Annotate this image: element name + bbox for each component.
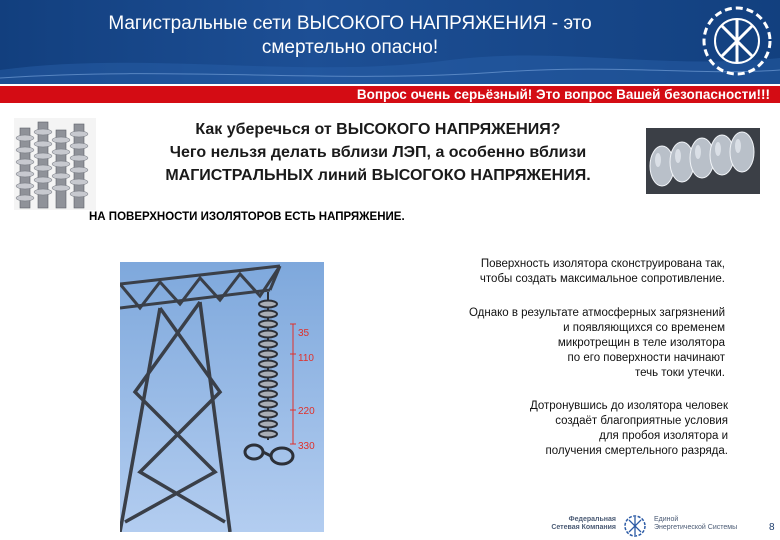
p3-line-4: получения смертельного разряда. [545,445,728,457]
warning-banner-text: Вопрос очень серьёзный! Это вопрос Вашей безопасности!!! [356,87,770,102]
footer-left-line-2: Сетевая Компания [551,524,616,531]
paragraph-touch-danger [380,399,728,459]
p1-line-2: чтобы создать максимальное сопротивление. [479,273,725,285]
insulator-surface-heading: НА ПОВЕРХНОСТИ ИЗОЛЯТОРОВ ЕСТЬ НАПРЯЖЕНИЕ. [89,211,405,223]
page-title [90,12,610,60]
p2-line-5: течь токи утечки. [634,367,725,379]
voltage-label-330: 330 [298,441,315,452]
title-line-2: смертельно опасно! [261,37,439,58]
power-tower-photo [120,262,324,532]
footer-right-line-2: Энергетической Системы [654,524,738,531]
insulators-photo [14,118,96,210]
company-logo-icon [700,4,774,78]
question-line-2: Чего нельзя делать вблизи ЛЭП, а особенно вблизи [169,144,587,161]
p2-line-3: микротрещин в теле изолятора [557,337,725,349]
p2-line-2: и появляющихся со временем [563,322,725,334]
footer-logo-icon [620,514,650,538]
warning-banner [0,86,780,103]
title-line-1: Магистральные сети ВЫСОКОГО НАПРЯЖЕНИЯ - это [108,13,592,34]
voltage-label-110: 110 [298,353,314,364]
p2-line-1: Однако в результате атмосферных загрязнений [468,307,725,319]
paragraph-surface-design [380,257,725,287]
question-line-1: Как уберечься от ВЫСОКОГО НАПРЯЖЕНИЯ? [195,121,561,138]
p3-line-3: для пробоя изолятора и [599,430,728,442]
p1-line-1: Поверхность изолятора сконструирована так, [480,258,725,270]
footer-system-name [654,516,764,532]
question-line-3: МАГИСТРАЛЬНЫХ линий ВЫСОГОКО НАПРЯЖЕНИЯ. [165,167,591,184]
voltage-label-220: 220 [298,406,315,417]
footer [548,514,780,540]
footer-left-line-1: Федеральная [568,516,616,523]
paragraph-leakage-current [380,306,725,381]
header-bar [0,0,780,84]
safety-question [118,118,638,187]
p3-line-1: Дотронувшись до изолятора человек [529,400,728,412]
p3-line-2: создаёт благоприятные условия [555,415,728,427]
footer-right-line-1: Единой [654,516,679,523]
voltage-label-35: 35 [298,328,310,339]
glass-insulator-photo [646,128,760,194]
footer-company-name [548,516,616,532]
page-number: 8 [769,522,775,533]
p2-line-4: по его поверхности начинают [567,352,725,364]
